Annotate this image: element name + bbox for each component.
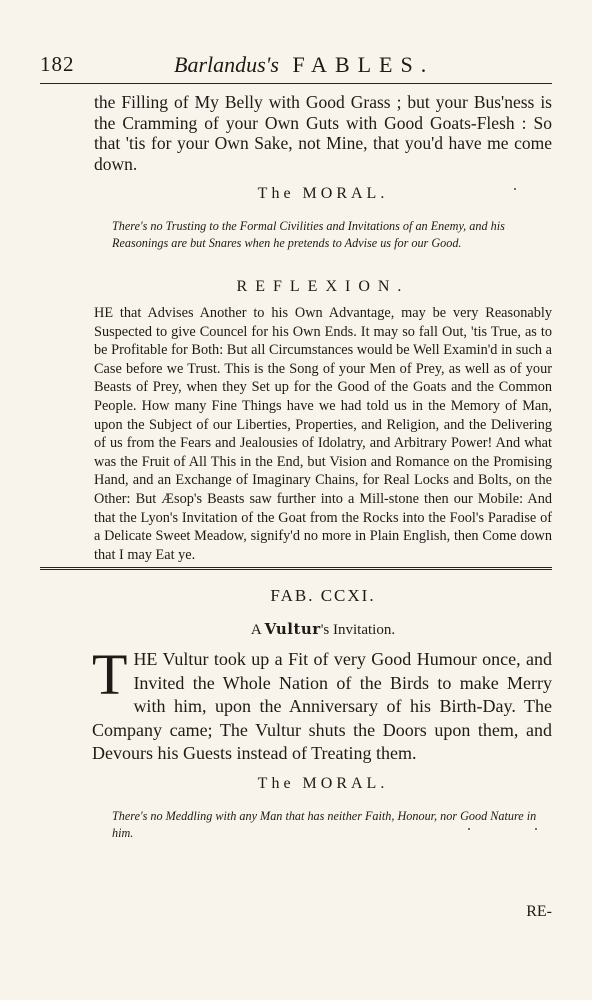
fable-body-text: HE Vultur took up a Fit of very Good Humour once, and Invited the Whole Nation of the Birds to make Merry with him, upon the Anniversary of his Birth-Day. The Company came; The Vultur shuts the Doors upon them, and Devours his Guests instead of Treating them. xyxy=(92,649,552,763)
ink-speck xyxy=(535,828,537,830)
fable-continuation: the Filling of My Belly with Good Grass ; but your Bus'ness is the Cramming of your Own Guts with Good Goats-Flesh : So that 'tis for your Own Sake, not Mine, that you'd have me come down. xyxy=(94,92,552,174)
fable-title-rest: 's Invitation. xyxy=(320,622,396,638)
ink-speck xyxy=(468,828,470,830)
ink-speck xyxy=(514,188,516,190)
moral-heading-1: The MORAL. xyxy=(257,185,389,202)
section-divider xyxy=(40,567,552,570)
fable-number: FAB. CCXI. xyxy=(270,586,376,605)
catchword: RE- xyxy=(526,903,552,920)
running-title-author: Barlandus's xyxy=(174,52,279,77)
drop-cap: T xyxy=(92,642,128,707)
running-header xyxy=(40,52,552,82)
reflexion-heading: REFLEXION. xyxy=(236,278,410,295)
moral-text-2: There's no Meddling with any Man that has neither Faith, Honour, nor Good Nature in him. xyxy=(112,809,537,840)
reflexion-text: HE that Advises Another to his Own Advantage, may be very Reasonably Suspected to give Councel for his Own Ends. It may so fall Out, 'tis True, as to be Profitable for Both: But all Circumstances would be Well Examin'd in such a Case before we Trust. This is the Song of your Men of Prey, as well as of your Beasts of Prey, when they Set up for the Good of the Goats and the Common People. How many Fine Things have we had told us in the Memory of Man, upon the Subject of our Liberties, Properties, and Religion, and the Delivering of us from the Fears and Jealousies of Idolatry, and Arbitrary Power! And what was the Fruit of All This in the End, but Vision and Romance on the Promising Hand, and an Exchange of Imaginary Chains, for Real Locks and Bolts, on the Other: But Æsop's Beasts saw further into a Mill-stone then our Mobile: And that the Lyon's Invitation of the Goat from the Rocks into the Fool's Paradise of a Delicate Sweet Meadow, signify'd no more in Plain English, then Come down that I may Eat ye. xyxy=(94,305,552,563)
moral-text-1: There's no Trusting to the Formal Civilities and Invitations of an Enemy, and his Reasonings are but Snares when he pretends to Advise us for our Good. xyxy=(112,219,505,250)
running-title xyxy=(174,52,434,78)
moral-heading-2: The MORAL. xyxy=(257,775,389,792)
fable-title xyxy=(94,620,552,639)
fable-title-vultur: Vultur xyxy=(264,620,321,638)
fable-title-article: A xyxy=(250,622,261,638)
page-number: 182 xyxy=(40,52,75,76)
header-rule xyxy=(40,83,552,84)
running-title-fables: FABLES. xyxy=(292,52,435,77)
fable-body xyxy=(92,642,552,766)
